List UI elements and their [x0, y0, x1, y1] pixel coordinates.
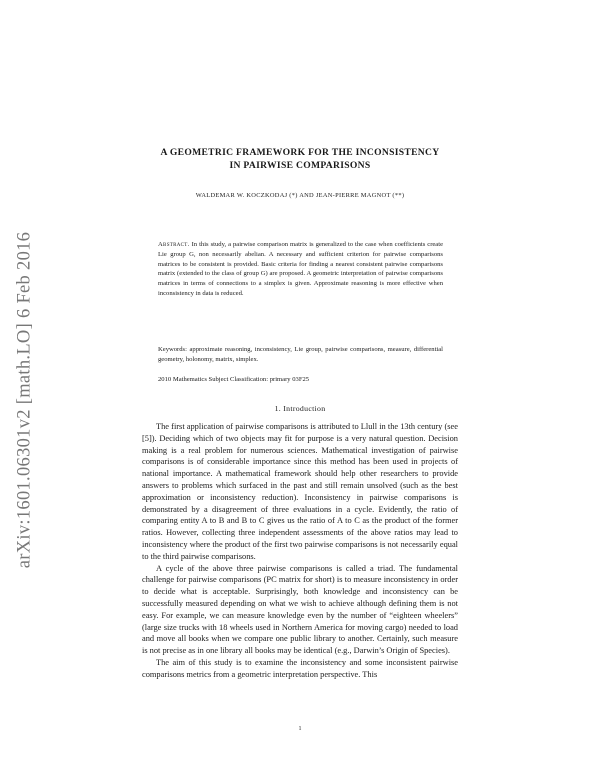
section-heading: 1. Introduction: [274, 404, 326, 413]
page-number: 1: [298, 726, 302, 732]
abstract-text: In this study, a pairwise comparison matrix is generalized to the case when coefficients create Lie group G, non necessarily abelian. A necessary and sufficient criterion for pairwise comparisons matrices to be consistent is provided. Basic criteria for finding a nearest consistent pairwise comparisons matrix (extended to the class of group G) are proposed. A geometric interpretation of pairwise comparisons matrices in terms of connections to a simplex is given. Approximate reasoning is more effective when inconsistency in data is reduced.: [158, 241, 443, 297]
title-line-1: A GEOMETRIC FRAMEWORK FOR THE INCONSISTENCY: [160, 147, 440, 158]
abstract-label: Abstract.: [158, 241, 190, 248]
arxiv-stamp-text: arXiv:1601.06301v2 [math.LO] 6 Feb 2016: [14, 231, 35, 569]
paragraph: The aim of this study is to examine the inconsistency and some inconsistent pairwise comparisons metrics from a geometric interpretation perspective. This: [142, 657, 458, 679]
msc-classification: 2010 Mathematics Subject Classification: primary 03F25: [158, 376, 310, 383]
title-line-2: IN PAIRWISE COMPARISONS: [229, 160, 371, 171]
paragraph: A cycle of the above three pairwise comparisons is called a triad. The fundamental challenge for pairwise comparisons (PC matrix for short) is to measure inconsistency in order to decide what is acceptable. Surprisingly, both knowledge and inconsistency can be successfully measured depending on what we wish to achieve although defining them is not easy. For example, we can measure knowledge even by the number of “eighteen wheelers” (large size trucks with 18 wheels used in Northern America for moving cargo) needed to load and move all books when we compare one public library to another. Certainly, such measure is not precise as in one library all books may be identical (e.g., Darwin’s Origin of Species).: [142, 563, 458, 656]
paragraph: The first application of pairwise comparisons is attributed to Llull in the 13th century (see [5]). Deciding which of two objects may fit for purpose is a very natural question. Decision making is a real problem for numerous sciences. Mathematical investigation of pairwise comparisons is of considerable importance since this method has been used in projects of national importance. A mathematical framework should help other researchers to provide answers to problems which surfaced in the past and still remain unsolved (such as the best approximation or inconsistency reduction). Inconsistency in pairwise comparisons is demonstrated by a disagreement of three evaluations in a cycle. Evidently, the ratio of comparing entity A to B and B to C gives us the ratio of A to C as the product of the former ratios. However, collecting three independent assessments of the above ratios may lead to inconsistency where the product of the first two pairwise comparisons is not necessarily equal to the third pairwise comparisons.: [142, 422, 458, 561]
abstract: [158, 240, 443, 299]
paper-title: [100, 146, 500, 172]
arxiv-stamp: [10, 180, 40, 620]
body-text: [142, 421, 458, 681]
keywords: Keywords: approximate reasoning, inconsistency, Lie group, pairwise comparisons, measure, differential geometry, holonomy, matrix, simplex.: [158, 346, 443, 363]
authors: WALDEMAR W. KOCZKODAJ (*) AND JEAN-PIERRE MAGNOT (**): [195, 192, 405, 199]
